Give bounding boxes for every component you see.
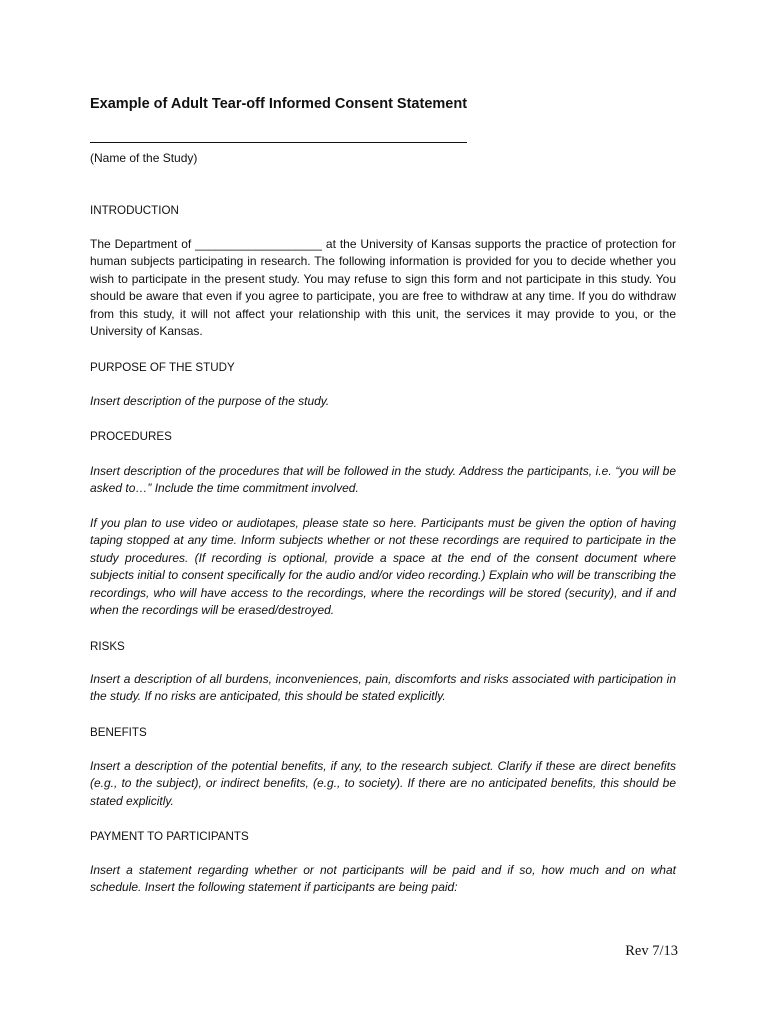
procedures-paragraph-2: If you plan to use video or audiotapes, please state so here. Participants must be given the option of having taping stopped at any time. Inform subjects whether or not these recordings are required to participate in the study procedures. (If recording is optional, provide a space at the end of the consent document where subjects initial to consent specifically for the audio and/or video recording.) Explain who will be transcribing the recordings, who will have access to the recordings, where the recordings will be stored (security), and if and when the recordings will be erased/destroyed. [90, 516, 676, 618]
section-heading-procedures: PROCEDURES [90, 430, 172, 443]
study-name-caption: (Name of the Study) [90, 151, 198, 165]
purpose-paragraph: Insert description of the purpose of the study. [90, 394, 330, 408]
study-name-blank-line [90, 142, 467, 143]
section-heading-payment: PAYMENT TO PARTICIPANTS [90, 830, 249, 843]
payment-paragraph: Insert a statement regarding whether or not participants will be paid and if so, how much and on what schedule. Insert the following statement if participants are being paid: [90, 863, 676, 895]
document-title: Example of Adult Tear-off Informed Consent Statement [90, 96, 468, 112]
risks-paragraph: Insert a description of all burdens, inconveniences, pain, discomforts and risks associated with participation in the study. If no risks are anticipated, this should be stated explicitly. [90, 672, 676, 704]
section-heading-purpose: PURPOSE OF THE STUDY [90, 361, 235, 374]
section-heading-benefits: BENEFITS [90, 726, 147, 739]
section-heading-introduction: INTRODUCTION [90, 204, 179, 217]
revision-footer: Rev 7/13 [625, 943, 678, 959]
introduction-paragraph: The Department of ___________________ at the University of Kansas supports the practice of protection for human subjects participating in research. The following information is provided for you to decide whether you wish to participate in the present study. You may refuse to sign this form and not participate in this study. You should be aware that even if you agree to participate, you are free to withdraw at any time. If you do withdraw from this study, it will not affect your relationship with this unit, the services it may provide to you, or the University of Kansas. [90, 237, 676, 339]
procedures-paragraph-1: Insert description of the procedures that will be followed in the study. Address the participants, i.e. “you will be asked to…” Include the time commitment involved. [90, 464, 676, 496]
benefits-paragraph: Insert a description of the potential benefits, if any, to the research subject. Clarify if these are direct benefits (e.g., to the subject), or indirect benefits, (e.g., to society). If there are no anticipated benefits, this should be stated explicitly. [90, 759, 676, 808]
section-heading-risks: RISKS [90, 640, 125, 653]
